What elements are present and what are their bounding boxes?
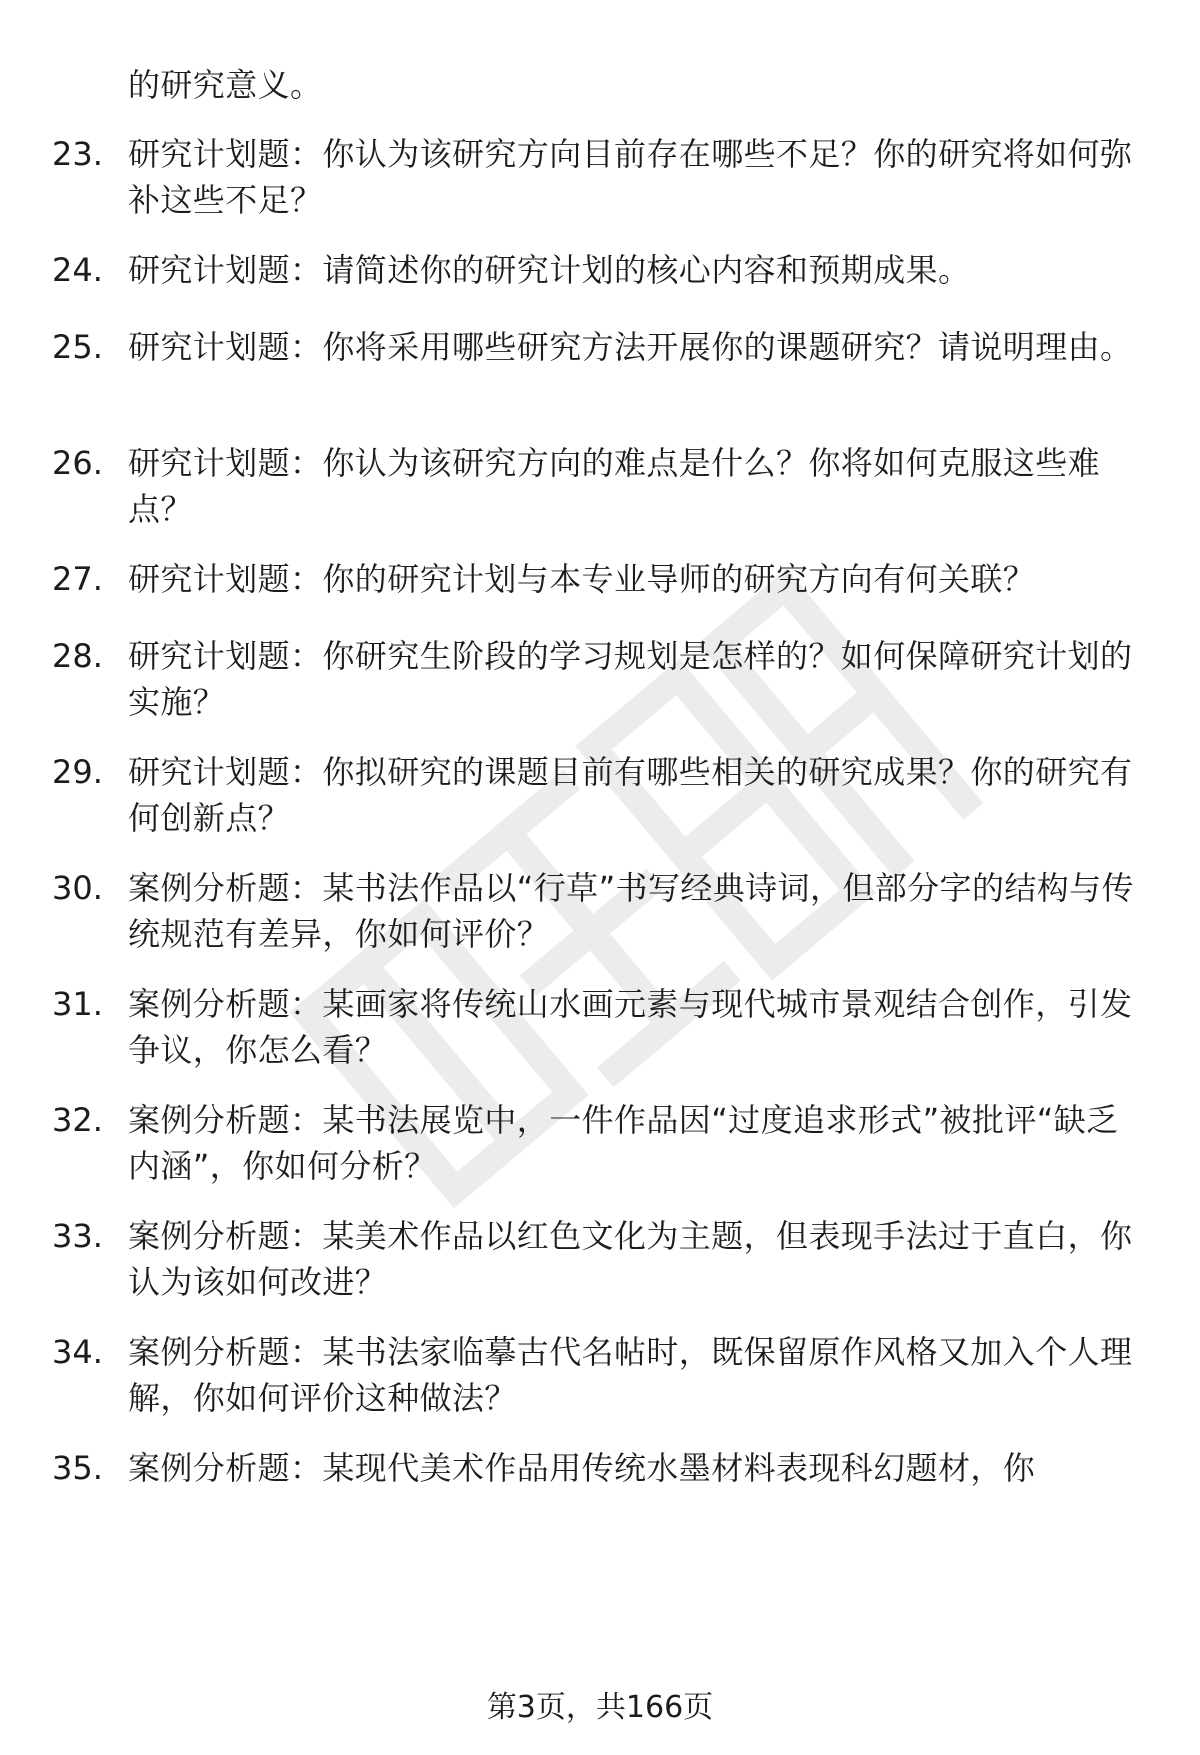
question-number: 26. <box>52 444 103 482</box>
question-text: 案例分析题：某现代美术作品用传统水墨材料表现科幻题材，你 <box>128 1449 1036 1487</box>
question-number: 23. <box>52 135 103 173</box>
question-text: 案例分析题：某书法展览中，一件作品因“过度追求形式”被批评“缺乏内涵”，你如何分析？ <box>128 1101 1119 1185</box>
page-footer: 第3页，共166页 <box>486 1690 714 1725</box>
question-text: 研究计划题：你研究生阶段的学习规划是怎样的？如何保障研究计划的实施？ <box>128 637 1133 721</box>
question-number: 34. <box>52 1333 103 1371</box>
question-number: 24. <box>52 251 103 289</box>
question-number: 28. <box>52 637 103 675</box>
question-number: 27. <box>52 560 103 598</box>
question-text: 研究计划题：你拟研究的课题目前有哪些相关的研究成果？你的研究有何创新点？ <box>128 753 1133 837</box>
question-number: 33. <box>52 1217 103 1255</box>
question-text: 研究计划题：请简述你的研究计划的核心内容和预期成果。 <box>128 251 971 289</box>
question-number: 29. <box>52 753 103 791</box>
question-number: 32. <box>52 1101 103 1139</box>
question-text: 研究计划题：你认为该研究方向的难点是什么？你将如何克服这些难点？ <box>128 444 1101 528</box>
question-number: 25. <box>52 328 103 366</box>
question-number: 31. <box>52 985 103 1023</box>
question-number: 30. <box>52 869 103 907</box>
question-text: 的研究意义。 <box>128 66 323 104</box>
question-number: 35. <box>52 1449 103 1487</box>
question-text: 案例分析题：某画家将传统山水画元素与现代城市景观结合创作，引发争议，你怎么看？ <box>128 985 1133 1069</box>
question-text: 研究计划题：你的研究计划与本专业导师的研究方向有何关联？ <box>128 560 1036 598</box>
question-text: 研究计划题：你认为该研究方向目前存在哪些不足？你的研究将如何弥补这些不足？ <box>128 135 1133 219</box>
question-text: 案例分析题：某美术作品以红色文化为主题，但表现手法过于直白，你认为该如何改进？ <box>128 1217 1133 1301</box>
question-text: 研究计划题：你将采用哪些研究方法开展你的课题研究？请说明理由。 <box>128 328 1133 366</box>
question-text: 案例分析题：某书法家临摹古代名帖时，既保留原作风格又加入个人理解，你如何评价这种做法？ <box>128 1333 1133 1417</box>
question-text: 案例分析题：某书法作品以“行草”书写经典诗词，但部分字的结构与传统规范有差异，你如何评价？ <box>128 869 1134 953</box>
